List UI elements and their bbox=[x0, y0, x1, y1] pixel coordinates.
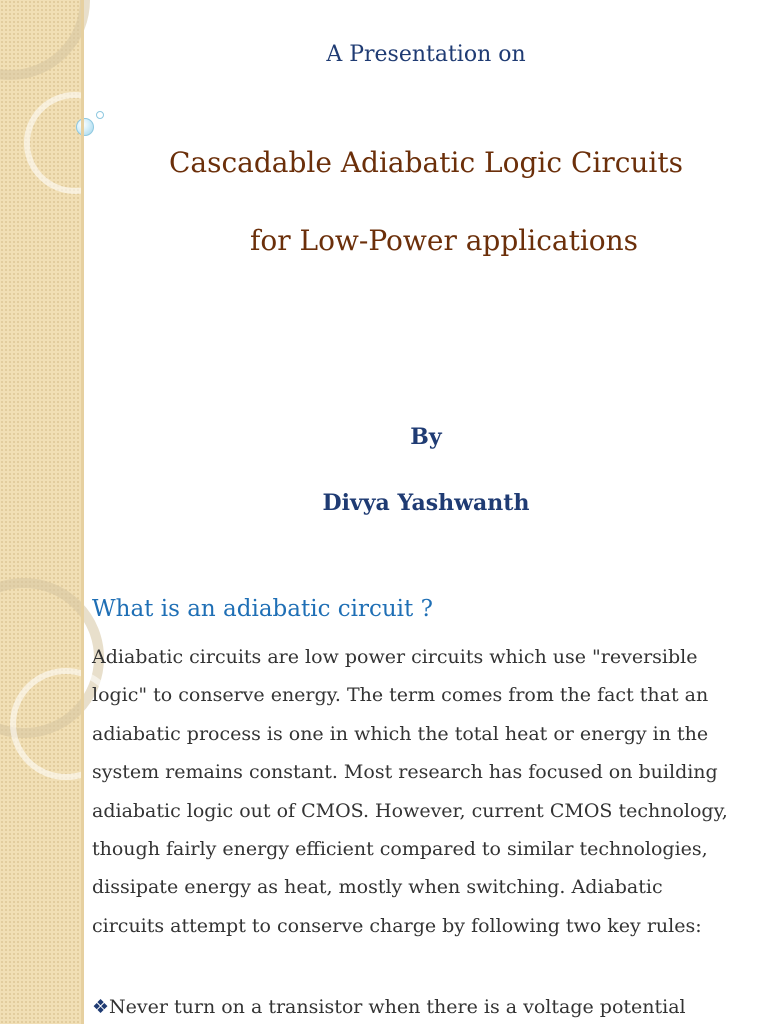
author-name: Divya Yashwanth bbox=[322, 490, 530, 516]
slide-heading: What is an adiabatic circuit ? bbox=[92, 596, 433, 622]
decorative-bubble-icon bbox=[96, 111, 104, 119]
bullet-item bbox=[92, 988, 768, 1024]
slide-body-paragraph: Adiabatic circuits are low power circuits which use "reversible logic" to conserve energy. The term comes from the fact that an adiabatic process is one in which the total heat or energy in the system remains constant. Most research has focused on building adiabatic logic out of CMOS. However, current CMOS technology, though fairly energy efficient compared to similar technologies, dissipate energy as heat, mostly when switching. Adiabatic circuits attempt to conserve charge by following two key rules: bbox=[92, 646, 728, 937]
diamond-bullet-icon: ❖ bbox=[92, 996, 110, 1018]
decorative-side-band bbox=[0, 576, 84, 1024]
decorative-ring bbox=[0, 0, 90, 80]
decorative-bubble-icon bbox=[76, 118, 94, 136]
slide-title-line-1: Cascadable Adiabatic Logic Circuits bbox=[169, 146, 683, 179]
presentation-intro: A Presentation on bbox=[326, 42, 526, 67]
content-slide bbox=[0, 576, 768, 1024]
decorative-side-band bbox=[0, 0, 84, 576]
by-label: By bbox=[410, 424, 442, 450]
slide-title-line-2: for Low-Power applications bbox=[249, 224, 639, 257]
bullet-text: Never turn on a transistor when there is a voltage potential bbox=[109, 996, 686, 1018]
